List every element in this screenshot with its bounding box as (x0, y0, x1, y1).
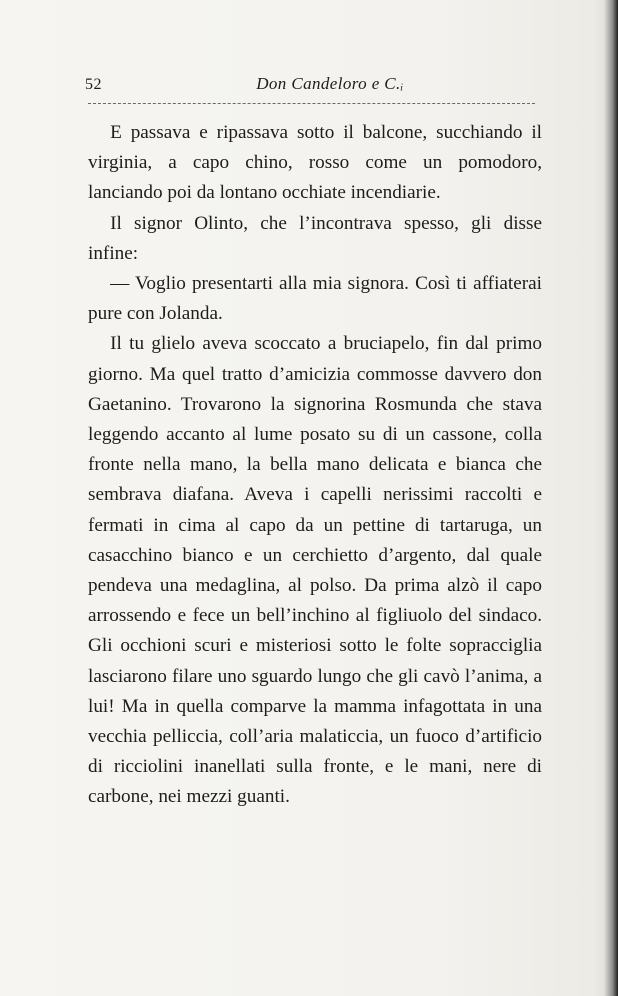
page-number: 52 (85, 76, 102, 93)
body-text (88, 118, 542, 813)
running-title: Don Candeloro e C.ᵢ (256, 74, 404, 93)
header-rule (88, 103, 535, 104)
paragraph-4: Il tu glielo aveva scoccato a bruciapelo, fin dal primo giorno. Ma quel tratto d’amicizia commosse davvero don Gaetanino. Trovarono la signorina Rosmunda che stava leggendo accanto al lume posato su di un cassone, colla fronte nella mano, la bella mano delicata e bianca che sembrava diafana. Aveva i capelli nerissimi raccolti e fermati in cima al capo da un pettine di tartaruga, un casacchino bianco e un cerchietto d’argento, dal quale pendeva una medaglina, al polso. Da prima alzò il capo arrossendo e fece un bell’inchino al figliuolo del sindaco. Gli occhioni scuri e misteriosi sotto le folte sopracciglia lasciarono filare uno sguardo lungo che gli cavò l’anima, a lui! Ma in quella comparve la mamma infagottata in una vecchia pelliccia, coll’aria malaticcia, un fuoco d’artificio di ricciolini inanellati sulla fronte, e le mani, nere di carbone, nei mezzi guanti. (88, 333, 542, 808)
paragraph-3: — Voglio presentarti alla mia signora. Così ti affiaterai pure con Jolanda. (88, 273, 542, 325)
paragraph-1: E passava e ripassava sotto il balcone, succhiando il virginia, a capo chino, rosso come un pomodoro, lanciando poi da lontano occhiate incendiarie. (88, 122, 542, 204)
spine-shadow (604, 0, 618, 996)
page-header (85, 72, 535, 102)
paragraph-2: Il signor Olinto, che l’incontrava spesso, gli disse infine: (88, 212, 542, 264)
